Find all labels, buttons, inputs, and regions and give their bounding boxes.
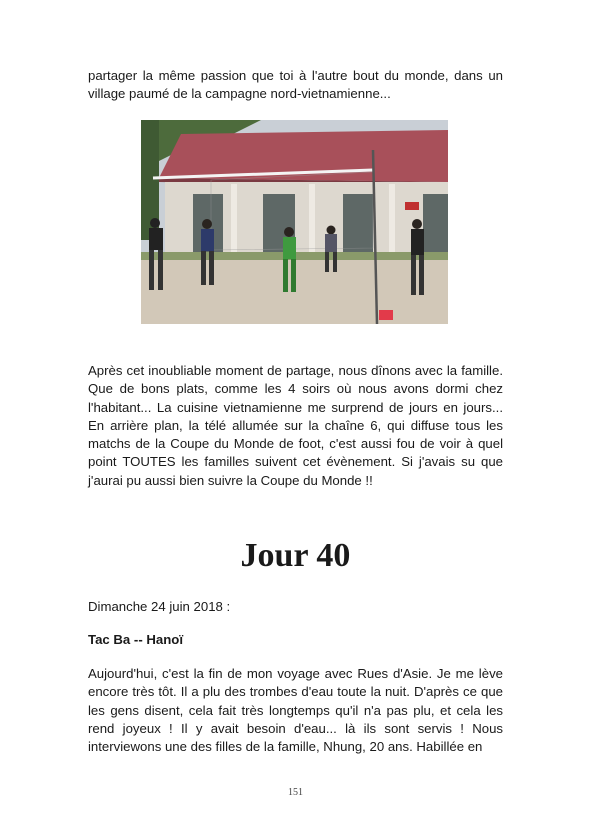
after-photo-paragraph: Après cet inoubliable moment de partage, nous dînons avec la famille. Que de bons plats, comme les 4 soirs où nous avons dormi chez l'habitant... La cuisine vietnamienne me surprend de jours en jours... En arrière plan, la télé allumée sur la chaîne 6, qui diffuse tous les matchs de la Coupe du Monde de foot, c'est aussi fou de voir à quel point TOUTES les familles suivent cet évènement. Si j'avais su que j'aurai pu aussi bien suivre la Coupe du Monde !! <box>88 363 503 488</box>
day-heading: Jour 40 <box>240 537 351 574</box>
photo-roof <box>159 130 448 182</box>
page-number: 151 <box>288 787 303 798</box>
photo-door <box>423 194 448 256</box>
route-title: Tac Ba -- Hanoï <box>88 632 184 647</box>
volleyball-photo <box>141 120 448 324</box>
photo-sign <box>405 202 419 210</box>
photo-door <box>343 194 373 256</box>
date-line: Dimanche 24 juin 2018 : <box>88 599 231 614</box>
intro-paragraph: partager la même passion que toi à l'autre bout du monde, dans un village paumé de la campagne nord-vietnamienne... <box>88 68 503 102</box>
body-paragraph: Aujourd'hui, c'est la fin de mon voyage avec Rues d'Asie. Je me lève encore très tôt. Il a plu des trombes d'eau toute la nuit. D'après ce que les gens disent, cela fait très longtemps qu'il n'a pas plu, et cela les rend joyeux ! Il y avait besoin d'eau... là ils sont servis ! Nous interviewons une des filles de la famille, Nhung, 20 ans. Habillée en <box>88 666 503 755</box>
photo-red-object <box>379 310 393 320</box>
